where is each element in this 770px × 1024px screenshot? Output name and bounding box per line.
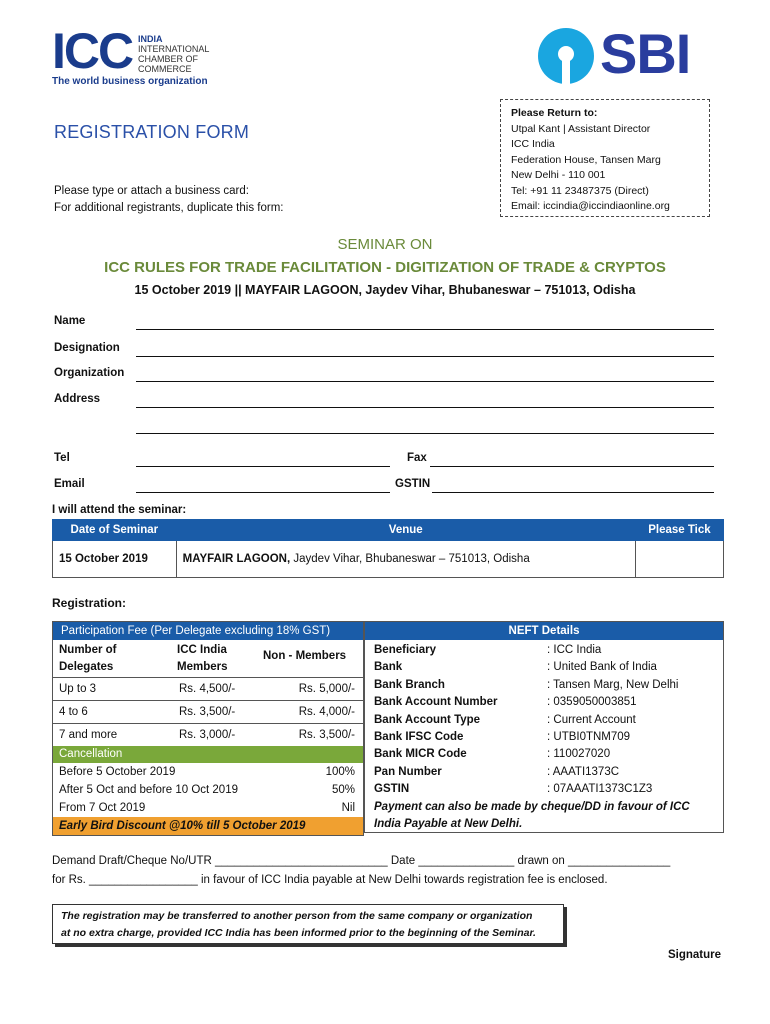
neft-label: Bank Account Type <box>374 713 481 726</box>
fax-field[interactable] <box>430 466 714 467</box>
delegates-cell: 4 to 6 <box>59 706 88 718</box>
neft-value: : 07AAATI1373C1Z3 <box>547 783 653 796</box>
seminar-title: ICC RULES FOR TRADE FACILITATION - DIGITIZATION OF TRADE & CRYPTOS <box>104 259 666 276</box>
neft-label: Pan Number <box>374 765 442 778</box>
organization-label: Organization <box>54 367 125 379</box>
icc-tagline: The world business organization <box>52 76 208 87</box>
signature-label: Signature <box>668 949 722 961</box>
col-icc-line: ICC India <box>177 644 227 656</box>
icc-letters: ICC <box>52 23 133 79</box>
neft-row <box>365 746 723 763</box>
cancellation-header: Cancellation <box>53 746 363 763</box>
table-row <box>53 700 363 723</box>
payment-line-2: for Rs. _________________ in favour of ICC India payable at New Delhi towards registration fee is enclosed. <box>52 874 608 886</box>
name-label: Name <box>54 315 86 327</box>
non-fee-cell: Rs. 5,000/- <box>298 683 355 695</box>
col-delegates-line: Delegates <box>59 661 114 673</box>
return-address-box <box>500 99 710 217</box>
neft-rows <box>365 640 723 799</box>
neft-value: : 110027020 <box>547 748 611 761</box>
return-line: ICC India <box>511 138 555 150</box>
sbi-logo <box>536 22 706 90</box>
instruction-line: Please type or attach a business card: <box>54 185 249 197</box>
neft-header: NEFT Details <box>365 622 723 640</box>
tel-field[interactable] <box>136 466 390 467</box>
neft-value: : ICC India <box>547 644 602 656</box>
neft-row <box>365 642 723 659</box>
early-bird-discount: Early Bird Discount @10% till 5 October 2019 <box>53 817 363 835</box>
designation-field[interactable] <box>136 356 714 357</box>
payment-details <box>52 852 670 890</box>
address-field-line-2[interactable] <box>136 433 714 434</box>
col-delegates-line: Number of <box>59 644 117 656</box>
cancellation-charge: 100% <box>325 766 355 778</box>
neft-row <box>365 712 723 729</box>
neft-payment-note <box>365 799 723 833</box>
fee-rows <box>53 677 363 746</box>
organization-field[interactable] <box>136 381 714 382</box>
col-date-of-seminar: Date of Seminar <box>53 520 177 541</box>
neft-label: Bank Account Number <box>374 696 498 709</box>
return-heading: Please Return to: <box>511 107 598 119</box>
sbi-wordmark: SBI <box>600 22 691 85</box>
cancellation-charge: Nil <box>341 802 355 814</box>
icc-fee-cell: Rs. 3,500/- <box>179 706 236 718</box>
neft-row <box>365 694 723 711</box>
neft-value: : AAATI1373C <box>547 765 620 778</box>
icc-org-line2: CHAMBER OF COMMERCE <box>138 54 199 74</box>
icc-org-name <box>138 34 252 74</box>
neft-note-line: India Payable at New Delhi. <box>374 817 523 830</box>
neft-row <box>365 659 723 676</box>
gstin-field[interactable] <box>432 492 714 493</box>
transfer-note-line: The registration may be transferred to another person from the same company or organization <box>61 910 533 922</box>
transfer-note-box <box>52 904 564 944</box>
return-line: Federation House, Tansen Marg <box>511 153 661 166</box>
neft-row <box>365 729 723 746</box>
non-fee-cell: Rs. 4,000/- <box>298 706 355 718</box>
neft-label: Bank <box>374 661 403 674</box>
gstin-label: GSTIN <box>395 478 431 490</box>
col-icc-line: Members <box>177 661 228 673</box>
return-line: Utpal Kant | Assistant Director <box>511 122 651 135</box>
neft-label: GSTIN <box>374 783 410 796</box>
cancellation-charge: 50% <box>331 784 355 796</box>
fee-column-headers <box>53 640 363 677</box>
col-non-members: Non - Members <box>263 650 347 662</box>
cancellation-when: From 7 Oct 2019 <box>59 802 146 814</box>
form-instructions <box>54 183 283 217</box>
tel-label: Tel <box>54 452 70 464</box>
neft-value: : United Bank of India <box>547 661 657 674</box>
table-row <box>53 763 363 781</box>
col-icc-members <box>177 642 228 676</box>
address-field-line-1[interactable] <box>136 407 714 408</box>
venue-name: MAYFAIR LAGOON, <box>182 553 291 565</box>
neft-row <box>365 781 723 798</box>
neft-value: : Current Account <box>547 713 636 726</box>
email-field[interactable] <box>136 492 390 493</box>
non-fee-cell: Rs. 3,500/- <box>298 729 355 741</box>
fee-header: Participation Fee (Per Delegate excluding 18% GST) <box>53 622 363 640</box>
address-label: Address <box>54 393 101 405</box>
return-email: Email: iccindia@iccindiaonline.org <box>511 200 670 212</box>
name-field[interactable] <box>136 329 714 330</box>
tick-box[interactable] <box>635 541 723 578</box>
seminar-date-cell: 15 October 2019 <box>53 541 177 578</box>
fax-label: Fax <box>407 452 427 464</box>
neft-value: : UTBI0TNM709 <box>547 730 631 743</box>
payment-line-1: Demand Draft/Cheque No/UTR ___________________________ Date _______________ drawn on ________________ <box>52 855 671 867</box>
venue-address: Jaydev Vihar, Bhubaneswar – 751013, Odisha <box>290 553 530 565</box>
icc-country: INDIA <box>138 34 163 44</box>
neft-note-line: Payment can also be made by cheque/DD in favour of ICC <box>374 800 690 813</box>
table-row <box>53 799 363 817</box>
neft-label: Beneficiary <box>374 644 437 656</box>
transfer-note-line: at no extra charge, provided ICC India has been informed prior to the beginning of the Seminar. <box>61 926 536 939</box>
seminar-attendance-table <box>52 519 724 578</box>
neft-row <box>365 677 723 694</box>
neft-value: : Tansen Marg, New Delhi <box>547 678 679 691</box>
return-line: New Delhi - 110 001 <box>511 169 606 181</box>
col-venue: Venue <box>176 520 635 541</box>
seminar-venue-cell <box>176 541 635 578</box>
cancellation-when: After 5 Oct and before 10 Oct 2019 <box>59 784 238 796</box>
sbi-emblem-icon <box>536 26 596 86</box>
registration-label: Registration: <box>52 596 127 610</box>
icc-org-line1: INTERNATIONAL <box>138 44 210 54</box>
seminar-date-venue: 15 October 2019 || MAYFAIR LAGOON, Jaydev Vihar, Bhubaneswar – 751013, Odisha <box>134 283 636 297</box>
email-label: Email <box>54 478 85 490</box>
icc-india-logo <box>52 23 252 92</box>
designation-label: Designation <box>54 342 120 354</box>
instruction-line: For additional registrants, duplicate this form: <box>54 202 284 214</box>
table-row <box>53 723 363 746</box>
col-delegates <box>59 642 117 676</box>
attend-label: I will attend the seminar: <box>52 504 187 516</box>
neft-label: Bank MICR Code <box>374 748 467 761</box>
return-line: Tel: +91 11 23487375 (Direct) <box>511 184 649 197</box>
fee-table <box>52 621 364 836</box>
seminar-on-label: SEMINAR ON <box>337 236 433 253</box>
table-row <box>53 541 724 578</box>
neft-value: : 0359050003851 <box>547 696 637 709</box>
cancellation-when: Before 5 October 2019 <box>59 766 176 778</box>
neft-row <box>365 764 723 781</box>
neft-label: Bank IFSC Code <box>374 730 464 743</box>
form-title: REGISTRATION FORM <box>54 122 250 142</box>
table-row <box>53 781 363 799</box>
icc-fee-cell: Rs. 3,000/- <box>179 729 236 741</box>
delegates-cell: 7 and more <box>59 729 118 741</box>
neft-label: Bank Branch <box>374 678 445 691</box>
icc-fee-cell: Rs. 4,500/- <box>179 683 236 695</box>
delegates-cell: Up to 3 <box>59 683 97 695</box>
neft-details-box <box>364 621 724 833</box>
col-please-tick: Please Tick <box>635 520 723 541</box>
table-row <box>53 678 363 700</box>
